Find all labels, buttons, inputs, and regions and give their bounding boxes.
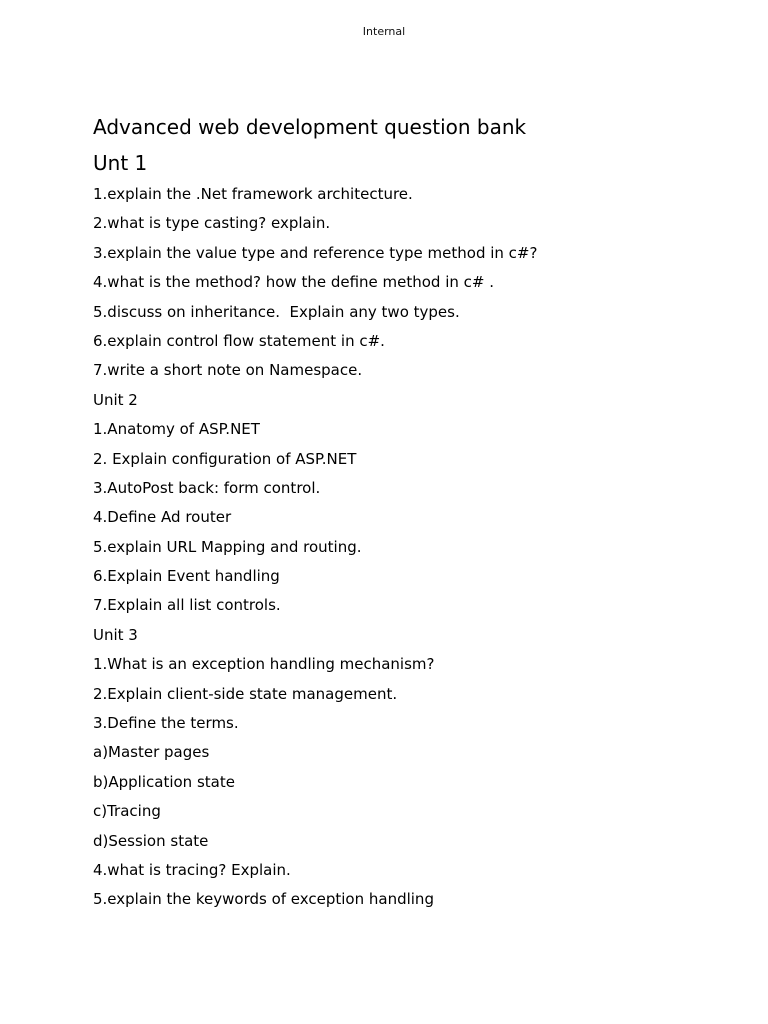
question-item: 1.Anatomy of ASP.NET [93,420,260,439]
question-item: 7.write a short note on Namespace. [93,361,363,380]
question-item: 4.what is tracing? Explain. [93,860,291,879]
unit-2-heading: Unit 2 [93,390,138,409]
question-item: 5.discuss on inheritance. Explain any two types. [93,302,460,321]
question-item: 4.Define Ad router [93,508,232,527]
question-item: 3.Define the terms. [93,714,239,733]
sub-item: d)Session state [93,831,209,850]
sub-item: b)Application state [93,772,235,791]
question-item: 1.explain the .Net framework architecture. [93,185,413,203]
question-item: 3.AutoPost back: form control. [93,478,321,497]
question-item: 5.explain URL Mapping and routing. [93,537,362,556]
question-item: 1.What is an exception handling mechanism? [93,655,435,674]
question-item: 2. Explain configuration of ASP.NET [93,449,357,468]
unit-2-question-list [93,415,733,621]
unit-3-heading: Unit 3 [93,625,138,644]
question-item: 6.Explain Event handling [93,567,280,586]
unit-3-question-list [93,650,733,915]
sub-item: c)Tracing [93,802,161,821]
question-item: 6.explain control flow statement in c#. [93,331,385,350]
document-body [93,114,733,915]
unit-1-heading: Unt 1 [93,151,148,175]
question-item: 2.Explain client-side state management. [93,684,398,703]
question-item: 4.what is the method? how the define method in c# . [93,273,495,292]
document-title: Advanced web development question bank [93,115,527,139]
question-item: 7.Explain all list controls. [93,596,281,615]
unit-1-question-list [93,180,733,386]
question-item: 3.explain the value type and reference type method in c#? [93,243,538,262]
question-item: 2.what is type casting? explain. [93,214,331,233]
sub-item: a)Master pages [93,743,210,762]
header-classification-label: Internal [362,25,406,38]
question-item: 5.explain the keywords of exception handling [93,890,434,909]
